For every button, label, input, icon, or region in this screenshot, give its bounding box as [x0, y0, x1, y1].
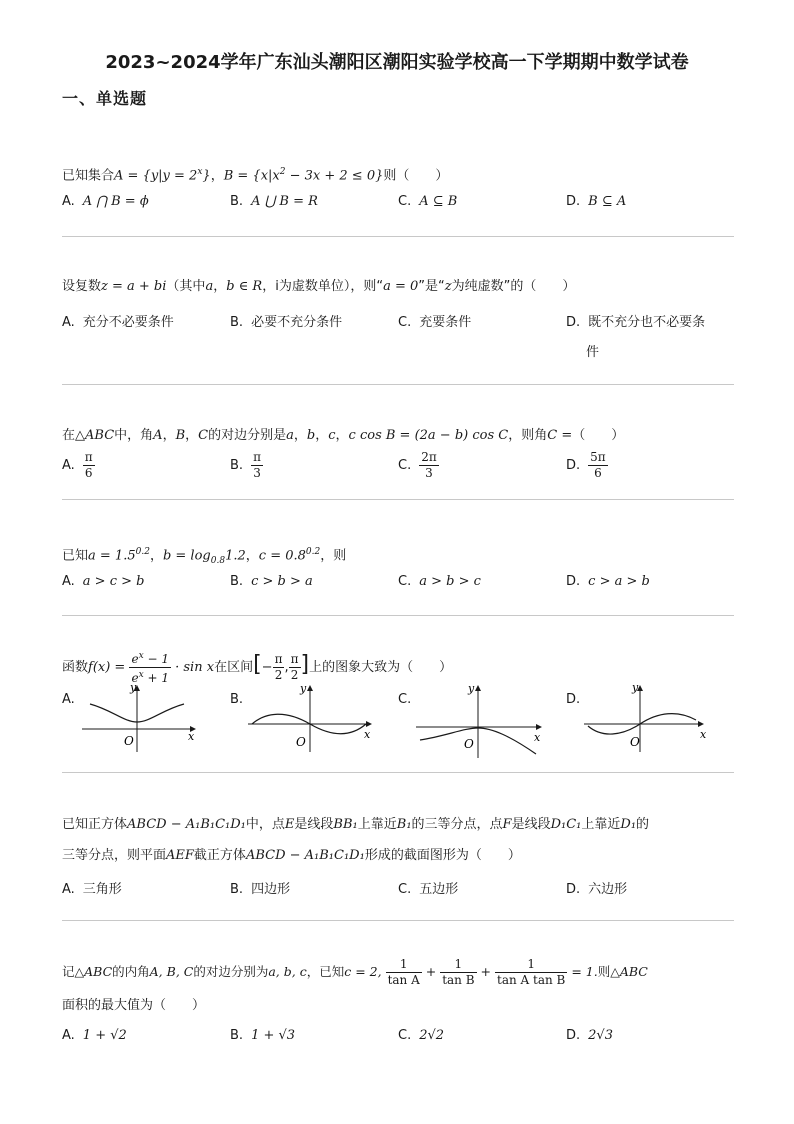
x-axis-arrow — [698, 721, 704, 727]
question-2-options — [62, 311, 734, 335]
q5-option-b[interactable]: B. — [230, 692, 244, 707]
q5-graph-b[interactable] — [248, 682, 380, 754]
x-label: x — [534, 731, 541, 744]
y-label: y — [130, 682, 137, 694]
x-label: x — [364, 728, 371, 741]
y-label: y — [632, 682, 639, 694]
q6-option-a[interactable]: A. 三角形 — [62, 882, 122, 897]
q1-option-a[interactable]: A. A ⋂ B = ϕ — [62, 194, 149, 209]
q2-option-c[interactable]: C. 充要条件 — [398, 315, 472, 330]
q6-option-d[interactable]: D. 六边形 — [566, 882, 628, 897]
divider — [62, 499, 734, 500]
q2-option-d[interactable]: D. 既不充分也不必要条 — [566, 315, 706, 330]
question-7-options — [62, 1028, 734, 1052]
question-2: 设复数z = a + bi（其中a，b ∈ R，i为虚数单位），则“a = 0”是“z为纯虚数”的（ ） — [62, 279, 576, 294]
y-axis-arrow — [475, 685, 481, 691]
question-7-line-1: 记△ABC的内角A, B, C的对边分别为a, b, c，已知c = 2, $\frac{1}{\text{tan A}}$ + $\frac{1}{\text{tan B}}$ + $\frac{1}{\text{tan A tan B}}$ = 1.则△ABC — [62, 957, 648, 987]
origin-label: O — [630, 735, 640, 749]
q6-option-c[interactable]: C. 五边形 — [398, 882, 459, 897]
q1-option-c[interactable]: C. A ⊆ B — [398, 194, 458, 209]
question-4-options — [62, 574, 734, 598]
origin-label: O — [124, 734, 134, 748]
q2-option-a[interactable]: A. 充分不必要条件 — [62, 315, 174, 330]
question-1-options — [62, 194, 734, 218]
divider — [62, 615, 734, 616]
section-heading: 一、单选题 — [62, 89, 148, 108]
q1-option-d[interactable]: D. B ⊆ A — [566, 194, 627, 209]
question-6-line-2: 三等分点，则平面AEF截正方体ABCD − A₁B₁C₁D₁形成的截面图形为（ ） — [62, 848, 521, 863]
q4-option-b[interactable]: B. c > b > a — [230, 574, 313, 589]
x-label: x — [700, 728, 707, 741]
question-3: 在△ABC中，角A，B，C的对边分别是a，b，c，c cos B = (2a − b) cos C，则角C =（ ） — [62, 428, 625, 443]
page-title: 2023~2024学年广东汕头潮阳区潮阳实验学校高一下学期期中数学试卷 — [105, 52, 689, 73]
y-label: y — [300, 682, 307, 695]
origin-label: O — [464, 737, 474, 751]
y-label: y — [468, 682, 475, 695]
x-axis-arrow — [366, 721, 372, 727]
y-axis-arrow — [307, 685, 313, 691]
q3-option-b[interactable]: B. $\frac{\pi}{3}$ — [230, 450, 261, 480]
q4-option-a[interactable]: A. a > c > b — [62, 574, 145, 589]
question-5: 函数f(x) = $\frac{e^x - 1}{e^x + 1}$ · sin x在区间[− $\frac{\pi}{2}$ , $\frac{\pi}{2}$ ]上的图象大致为（ ） — [62, 651, 453, 685]
q6-option-b[interactable]: B. 四边形 — [230, 882, 291, 897]
q5-option-c[interactable]: C. — [398, 692, 412, 707]
question-6-options — [62, 878, 734, 902]
q4-option-c[interactable]: C. a > b > c — [398, 574, 481, 589]
x-axis-arrow — [536, 724, 542, 730]
question-1: 已知集合$A = \{y|y = 2^x\}$，$B = \{x|x^2 - 3x + 2 \le 0\}$则（ ） — [62, 167, 449, 184]
q5-option-a[interactable]: A. — [62, 692, 75, 707]
divider — [62, 236, 734, 237]
q5-graph-d[interactable] — [584, 682, 714, 754]
question-6-line-1: 已知正方体ABCD − A₁B₁C₁D₁中，点E是线段BB₁上靠近B₁的三等分点，点F是线段D₁C₁上靠近D₁的 — [62, 817, 650, 832]
q3-option-a[interactable]: A. $\frac{\pi}{6}$ — [62, 450, 93, 480]
q7-option-b[interactable]: B. 1 + √3 — [230, 1028, 296, 1043]
divider — [62, 920, 734, 921]
q7-option-c[interactable]: C. 2√2 — [398, 1028, 445, 1043]
divider — [62, 384, 734, 385]
q3-option-c[interactable]: C. $\frac{2\pi}{3}$ — [398, 450, 437, 480]
q5-option-d[interactable]: D. — [566, 692, 581, 707]
q2-option-b[interactable]: B. 必要不充分条件 — [230, 315, 343, 330]
q5-graph-a[interactable] — [82, 682, 202, 754]
divider — [62, 772, 734, 773]
q4-option-d[interactable]: D. c > a > b — [566, 574, 650, 589]
q1-option-b[interactable]: B. A ⋃ B = R — [230, 194, 318, 209]
question-3-options — [62, 450, 734, 486]
q2-option-d-wrap: 件 — [586, 345, 600, 360]
question-4: 已知$a = 1.5^{0.2}$，$b = \log_{0.8}1.2$，$c = 0.8^{0.2}$，则 — [62, 547, 347, 566]
q3-option-d[interactable]: D. $\frac{5\pi}{6}$ — [566, 450, 606, 480]
q7-option-d[interactable]: D. 2√3 — [566, 1028, 613, 1043]
origin-label: O — [296, 735, 306, 749]
x-label: x — [188, 730, 195, 743]
q7-option-a[interactable]: A. 1 + √2 — [62, 1028, 127, 1043]
q5-graph-c[interactable] — [416, 682, 548, 760]
question-7-line-2: 面积的最大值为（ ） — [62, 998, 206, 1013]
